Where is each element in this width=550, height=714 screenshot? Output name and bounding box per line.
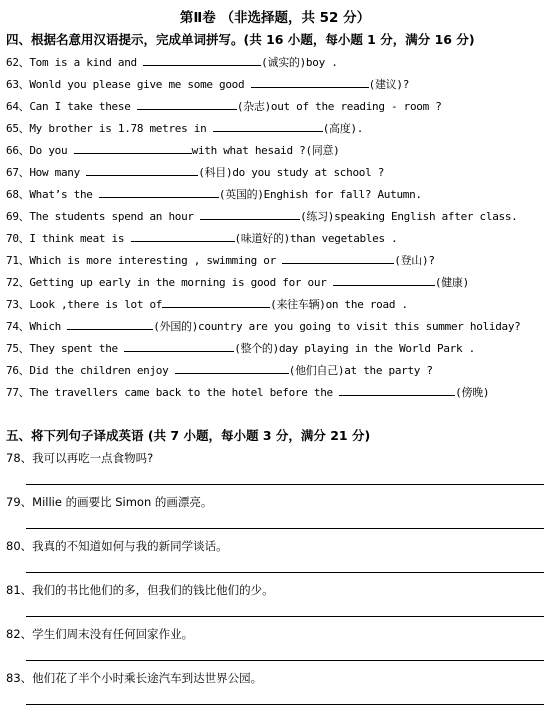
- translation-question-81: [6, 582, 274, 598]
- translation-question-83: [6, 670, 262, 686]
- question-text-end: .: [356, 122, 364, 135]
- question-text: Do you: [29, 144, 74, 157]
- question-text: 我可以再吃一点食物吗?: [32, 451, 154, 465]
- chinese-hint: (登山): [394, 254, 429, 267]
- question-number: 75、: [6, 342, 30, 355]
- answer-blank[interactable]: [213, 119, 323, 132]
- question-number: 67、: [6, 166, 30, 179]
- question-73: [6, 295, 548, 317]
- question-text: Tom is a kind and: [29, 56, 144, 69]
- question-74: [6, 317, 548, 339]
- question-text-end: ?: [402, 78, 410, 91]
- question-69: [6, 207, 548, 229]
- question-67: [6, 163, 548, 185]
- question-76: [6, 361, 548, 383]
- answer-line[interactable]: [26, 660, 544, 661]
- answer-blank[interactable]: [282, 251, 394, 264]
- question-number: 64、: [6, 100, 30, 113]
- question-text: 我真的不知道如何与我的新同学谈话。: [32, 539, 228, 553]
- question-text-end: do you study at school ?: [232, 166, 385, 179]
- translation-question-80: [6, 538, 228, 554]
- question-text: They spent the: [29, 342, 125, 355]
- question-70: [6, 229, 548, 251]
- question-number: 68、: [6, 188, 30, 201]
- question-number: 74、: [6, 320, 30, 333]
- question-text-end: (同意): [305, 144, 340, 157]
- answer-blank[interactable]: [175, 361, 289, 374]
- question-text-end: boy .: [305, 56, 338, 69]
- question-text: Millie 的画要比 Simon 的画漂亮。: [32, 495, 213, 509]
- question-number: 66、: [6, 144, 30, 157]
- question-number: 83、: [6, 671, 33, 685]
- question-text: Getting up early in the morning is good for our: [29, 276, 333, 289]
- chinese-hint: (诚实的): [261, 56, 306, 69]
- translation-question-79: [6, 494, 212, 510]
- page-title: 第Ⅱ卷 （非选择题，共 52 分）: [179, 10, 371, 26]
- answer-line[interactable]: [26, 484, 544, 485]
- question-text: Which: [29, 320, 68, 333]
- answer-blank[interactable]: [131, 229, 235, 242]
- answer-blank[interactable]: [200, 207, 300, 220]
- question-text: Wonld you please give me some good: [29, 78, 251, 91]
- question-number: 71、: [6, 254, 30, 267]
- answer-line[interactable]: [26, 616, 544, 617]
- question-text-end: on the road .: [325, 298, 408, 311]
- translation-question-78: [6, 450, 153, 466]
- question-65: [6, 119, 548, 141]
- answer-blank[interactable]: [74, 141, 192, 154]
- question-text-end: day playing in the World Park .: [278, 342, 475, 355]
- question-text: Which is more interesting , swimming or: [29, 254, 283, 267]
- chinese-hint: (外国的): [153, 320, 199, 333]
- chinese-hint: (傍晚): [455, 386, 490, 399]
- question-63: [6, 75, 548, 97]
- question-number: 81、: [6, 583, 33, 597]
- question-number: 82、: [6, 627, 33, 641]
- chinese-hint: (练习): [300, 210, 335, 223]
- chinese-hint: (整个的): [234, 342, 279, 355]
- answer-blank[interactable]: [333, 273, 435, 286]
- answer-blank[interactable]: [67, 317, 153, 330]
- question-62: [6, 53, 548, 75]
- question-77: [6, 383, 548, 405]
- question-75: [6, 339, 548, 361]
- question-number: 73、: [6, 298, 30, 311]
- chinese-hint: with what hesaid ?: [191, 144, 306, 157]
- question-number: 78、: [6, 451, 33, 465]
- question-number: 69、: [6, 210, 30, 223]
- question-text-end: ?: [428, 254, 435, 267]
- chinese-hint: (味道好的): [234, 232, 290, 245]
- chinese-hint: (健康): [434, 276, 469, 289]
- question-number: 63、: [6, 78, 30, 91]
- question-text: The students spend an hour: [29, 210, 201, 223]
- question-text: Did the children enjoy: [29, 364, 175, 377]
- chinese-hint: (杂志): [236, 100, 271, 113]
- question-66: [6, 141, 548, 163]
- section-5-heading: 五、将下列句子译成英语 (共 7 小题，每小题 3 分，满分 21 分): [6, 428, 371, 443]
- answer-line[interactable]: [26, 704, 544, 705]
- question-number: 65、: [6, 122, 30, 135]
- question-text-end: out of the reading - room ?: [270, 100, 442, 113]
- answer-blank[interactable]: [86, 163, 198, 176]
- answer-blank[interactable]: [162, 295, 270, 308]
- question-text: 他们花了半个小时乘长途汽车到达世界公园。: [32, 671, 263, 685]
- question-number: 80、: [6, 539, 33, 553]
- chinese-hint: (来往车辆): [270, 298, 326, 311]
- chinese-hint: (科目): [198, 166, 233, 179]
- translation-question-82: [6, 626, 193, 642]
- answer-line[interactable]: [26, 572, 544, 573]
- question-text-end: Enghish for fall? Autumn.: [263, 188, 422, 201]
- answer-blank[interactable]: [143, 53, 261, 66]
- question-text: 我们的书比他们的多，但我们的钱比他们的少。: [32, 583, 274, 597]
- chinese-hint: (高度): [322, 122, 357, 135]
- question-number: 76、: [6, 364, 30, 377]
- chinese-hint: (建议): [368, 78, 403, 91]
- question-text: Look ,there is lot of: [29, 298, 163, 311]
- question-text-end: at the party ?: [344, 364, 433, 377]
- question-text: How many: [29, 166, 87, 179]
- question-72: [6, 273, 548, 295]
- question-text-end: speaking English after class.: [334, 210, 518, 223]
- question-text-end: country are you going to visit this summer holiday?: [198, 320, 521, 333]
- question-text: The travellers came back to the hotel before the: [29, 386, 340, 399]
- answer-blank[interactable]: [124, 339, 234, 352]
- question-number: 77、: [6, 386, 30, 399]
- question-text: My brother is 1.78 metres in: [29, 122, 213, 135]
- question-text: I think meat is: [29, 232, 131, 245]
- question-text: Can I take these: [29, 100, 137, 113]
- question-number: 62、: [6, 56, 30, 69]
- question-64: [6, 97, 548, 119]
- question-text: What’s the: [29, 188, 99, 201]
- question-71: [6, 251, 548, 273]
- section-4-heading: 四、根据名意用汉语提示，完成单词拼写。(共 16 小题，每小题 1 分，满分 16 分): [6, 32, 475, 47]
- chinese-hint: (他们自己): [288, 364, 345, 377]
- answer-line[interactable]: [26, 528, 544, 529]
- question-text-end: than vegetables .: [289, 232, 398, 245]
- answer-blank[interactable]: [99, 185, 219, 198]
- question-text: 学生们周末没有任何回家作业。: [32, 627, 194, 641]
- chinese-hint: (英国的): [218, 188, 264, 201]
- question-number: 70、: [6, 232, 30, 245]
- answer-blank[interactable]: [339, 383, 455, 396]
- answer-blank[interactable]: [137, 97, 237, 110]
- question-68: [6, 185, 548, 207]
- question-number: 72、: [6, 276, 30, 289]
- answer-blank[interactable]: [251, 75, 369, 88]
- question-number: 79、: [6, 495, 33, 509]
